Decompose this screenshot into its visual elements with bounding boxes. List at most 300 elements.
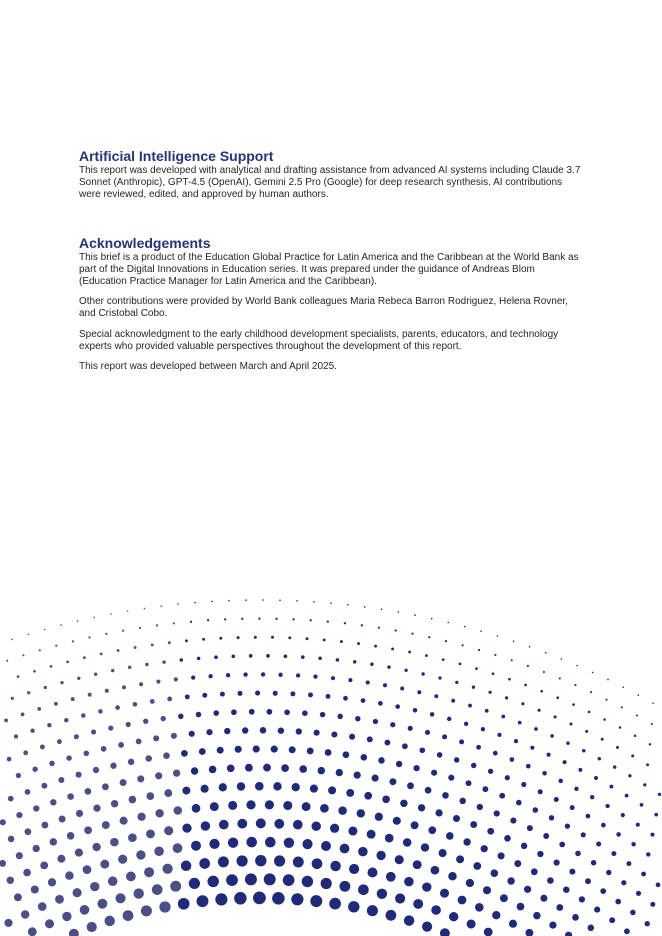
halftone-dot [348,826,357,835]
halftone-dot [431,618,433,620]
halftone-dot [151,643,154,646]
halftone-dot [448,775,454,781]
halftone-dot [253,745,260,752]
halftone-dot [472,686,475,689]
halftone-dot [437,752,443,758]
halftone-dot [554,860,560,866]
halftone-dot [438,676,441,679]
halftone-dot [105,633,107,635]
halftone-dot [31,885,39,893]
halftone-dot [430,712,435,717]
halftone-dot [115,893,125,903]
halftone-dot [408,651,411,654]
acknowledgements-paragraph: Special acknowledgment to the early childhood development specialists, parents, educators, and technology experts who provided valuable perspectives throughout the development of this report. [79,328,559,352]
halftone-dot [529,646,531,648]
halftone-dot [156,624,158,626]
halftone-dot [207,876,218,887]
halftone-dot [62,912,71,921]
halftone-dot [237,782,245,790]
halftone-dot [447,622,449,624]
halftone-dot [586,814,591,819]
halftone-dot [320,804,329,813]
halftone-dot [355,716,360,721]
halftone-dot [273,691,278,696]
halftone-dot [631,754,634,757]
halftone-dot [344,622,346,624]
halftone-dot [22,654,24,656]
halftone-dot [402,743,408,749]
halftone-dot [80,905,90,915]
halftone-dot [115,705,120,710]
halftone-dot [417,690,421,694]
halftone-dot [38,902,47,911]
halftone-dot [228,801,237,810]
halftone-dot [538,709,541,712]
halftone-dot [361,698,366,703]
halftone-dot [234,892,247,905]
halftone-dot [108,726,113,731]
halftone-dot [381,609,383,611]
halftone-dot [48,878,56,886]
halftone-dot [54,702,58,706]
halftone-dot [88,693,92,697]
halftone-dot [23,750,28,755]
halftone-dot [455,681,458,684]
halftone-dot [467,919,476,928]
halftone-dot [258,617,260,619]
halftone-dot [120,817,128,825]
halftone-dot [206,729,212,735]
halftone-dot [292,783,300,791]
halftone-dot [98,709,103,714]
halftone-dot [364,606,366,608]
halftone-dot [634,735,637,738]
halftone-dot [504,835,511,842]
halftone-dot [354,771,361,778]
halftone-dot [329,898,341,910]
halftone-dot [449,912,458,921]
halftone-dot [209,839,219,849]
halftone-dot [646,852,650,856]
halftone-dot [102,821,110,829]
halftone-dot [652,703,654,705]
halftone-dot [453,815,460,822]
halftone-dot [284,709,290,715]
halftone-dot [378,757,384,763]
halftone-dot [11,697,14,700]
halftone-dot [613,765,616,768]
halftone-dot [227,764,235,772]
halftone-dot [128,666,131,669]
halftone-dot [182,823,191,832]
acknowledgements-section [79,235,585,374]
halftone-dot [336,658,340,662]
halftone-dot [163,752,170,759]
halftone-dot [378,627,380,629]
halftone-dot [306,637,309,640]
halftone-dot [463,838,470,845]
halftone-dot [243,672,247,676]
halftone-dot [25,828,32,835]
halftone-dot [137,775,144,782]
halftone-dot [498,852,505,859]
halftone-dot [90,882,99,891]
halftone-dot [425,654,428,657]
halftone-dot [33,670,36,673]
halftone-dot [605,699,607,701]
halftone-dot [428,826,436,834]
halftone-dot [434,694,438,698]
halftone-dot [308,692,313,697]
halftone-dot [404,877,414,887]
halftone-dot [570,805,575,810]
halftone-dot [514,860,521,867]
halftone-dot [543,833,549,839]
halftone-dot [451,699,455,703]
halftone-dot [391,647,394,650]
halftone-dot [592,672,594,674]
halftone-dot [146,792,154,800]
halftone-dot [208,674,212,678]
halftone-dot [626,861,631,866]
halftone-dot [357,642,360,645]
ai-support-section [79,148,585,202]
halftone-dot [126,722,131,727]
halftone-dot [636,823,640,827]
halftone-dot [563,886,569,892]
halftone-dot [25,789,31,795]
halftone-dot [538,789,543,794]
halftone-dot [384,740,390,746]
halftone-dot [110,613,112,615]
halftone-dot [85,788,92,795]
halftone-dot [32,767,37,772]
halftone-dot [111,800,118,807]
halftone-dot [566,741,570,745]
halftone-dot [368,868,378,878]
halftone-dot [558,779,563,784]
halftone-dot [508,678,511,681]
halftone-dot [77,677,80,680]
halftone-dot [173,843,183,853]
halftone-dot [129,796,137,804]
halftone-dot [459,739,464,744]
halftone-dot [594,907,600,913]
halftone-dot [382,796,390,804]
halftone-dot [428,636,430,638]
halftone-dot [440,889,449,898]
halftone-dot [484,928,493,936]
halftone-dot [255,855,266,866]
halftone-dot [505,696,508,699]
halftone-dot [296,728,302,734]
halftone-dot [6,660,8,662]
halftone-dot [510,818,516,824]
halftone-dot [448,872,457,881]
halftone-dot [537,851,543,857]
halftone-dot [302,876,313,887]
halftone-dot [164,789,172,797]
halftone-dot [170,881,181,892]
halftone-dot [220,692,225,697]
halftone-dot [88,636,90,638]
halftone-dot [313,674,317,678]
halftone-dot [598,757,601,760]
halftone-dot [609,785,613,789]
halftone-dot [340,640,343,643]
halftone-dot [87,922,97,932]
halftone-dot [279,599,281,601]
halftone-dot [97,899,107,909]
halftone-dot [8,796,14,802]
halftone-dot [194,602,196,604]
halftone-dot [549,815,554,820]
halftone-dot [478,649,480,651]
halftone-dot [357,809,365,817]
halftone-dot [226,874,238,886]
halftone-dot [264,873,276,885]
halftone-dot [313,730,319,736]
halftone-dot [289,746,296,753]
halftone-dot [224,728,230,734]
halftone-dot [385,834,394,843]
halftone-dot [133,702,138,707]
halftone-dot [246,837,257,848]
halftone-dot [616,746,619,749]
halftone-dot [572,914,579,921]
halftone-dot [93,805,100,812]
halftone-dot [497,733,501,737]
halftone-dot [524,684,527,687]
halftone-dot [262,599,264,601]
halftone-dot [284,654,288,658]
halftone-dot [321,841,331,851]
halftone-dot [44,686,47,689]
halftone-dot [235,746,242,753]
halftone-dot [559,677,561,679]
halftone-dot [76,810,83,817]
halftone-dot [407,782,414,789]
halftone-dot [330,861,340,871]
halftone-dot [431,770,437,776]
halftone-dot [73,888,82,897]
halftone-dot [284,838,294,848]
halftone-dot [161,716,166,721]
halftone-dot [275,618,277,620]
halftone-dot [83,656,86,659]
halftone-dot [189,878,200,889]
halftone-dot [459,663,462,666]
halftone-dot [408,726,413,731]
halftone-dot [556,696,559,699]
halftone-dot [390,722,395,727]
halftone-dot [492,672,495,675]
halftone-dot [281,764,289,772]
halftone-dot [507,877,514,884]
halftone-dot [122,630,124,632]
halftone-dot [72,640,74,642]
halftone-dot [101,746,107,752]
halftone-dot [278,728,284,734]
halftone-dot [231,654,235,658]
halftone-dot [8,836,15,843]
halftone-dot [540,690,543,693]
halftone-dot [540,895,547,902]
halftone-dot [150,699,155,704]
halftone-dot [301,655,305,659]
halftone-dot [413,708,418,713]
halftone-dot [83,865,92,874]
halftone-dot [155,772,162,779]
halftone-dot [395,893,405,903]
halftone-dot [488,769,493,774]
halftone-dot [318,657,322,661]
halftone-dot [585,730,588,733]
halftone-dot [475,667,478,670]
halftone-dot [411,821,419,829]
halftone-dot [476,745,481,750]
halftone-dot [621,813,625,817]
halftone-dot [396,761,402,767]
halftone-dot [162,660,166,664]
halftone-dot [650,902,655,907]
halftone-dot [17,675,20,678]
halftone-dot [393,817,401,825]
halftone-dot [431,866,440,875]
halftone-dot [343,751,350,758]
halftone-dot [293,820,303,830]
halftone-dot [348,901,359,912]
halftone-dot [231,709,237,715]
halftone-dot [481,727,485,731]
halftone-dot [442,658,445,661]
halftone-dot [572,703,575,706]
halftone-dot [607,679,609,681]
halftone-dot [456,855,464,863]
halftone-dot [468,704,472,708]
halftone-dot [211,601,213,603]
halftone-dot [207,619,209,621]
halftone-dot [622,686,624,688]
halftone-dot [387,665,390,668]
halftone-dot [178,714,183,719]
halftone-dot [152,884,163,895]
halftone-dot [641,872,646,877]
halftone-dot [57,855,65,863]
halftone-dot [554,797,559,802]
halftone-dot [338,806,347,815]
halftone-dot [4,719,8,723]
halftone-dot [75,849,83,857]
halftone-dot [260,727,266,733]
halftone-dot [471,763,476,768]
halftone-dot [253,892,266,905]
halftone-dot [16,852,23,859]
halftone-dot [565,932,572,936]
halftone-dot [168,641,171,644]
halftone-dot [383,683,387,687]
halftone-dot [100,653,103,656]
halftone-dot [499,793,505,799]
halftone-dot [245,764,253,772]
halftone-dot [143,719,148,724]
halftone-dot [640,803,644,807]
halftone-dot [237,855,248,866]
halftone-dot [7,757,12,762]
halftone-dot [320,712,326,718]
halftone-dot [185,639,188,642]
halftone-dot [494,654,496,656]
halftone-dot [358,884,369,895]
halftone-dot [156,680,160,684]
acknowledgements-heading: Acknowledgements [79,234,211,251]
halftone-dot [59,815,66,822]
halftone-dot [403,838,412,847]
halftone-dot [144,608,146,610]
halftone-dot [50,799,56,805]
halftone-dot [237,819,247,829]
halftone-dot [590,691,592,693]
halftone-dot [215,893,227,905]
halftone-dot [302,710,308,716]
halftone-dot [49,761,54,766]
halftone-dot [93,617,95,619]
halftone-dot [21,910,29,918]
halftone-dot [621,880,626,885]
halftone-dot [328,786,336,794]
halftone-dot [69,929,79,936]
halftone-dot [375,813,383,821]
halftone-dot [224,618,226,620]
halftone-dot [327,620,329,622]
halftone-dot [274,819,284,829]
halftone-dot [263,764,271,772]
halftone-dot [192,804,201,813]
halftone-dot [601,738,604,741]
halftone-dot [425,787,432,794]
halftone-dot [245,873,257,885]
halftone-dot [491,869,499,877]
halftone-dot [310,895,322,907]
halftone-dot [237,636,240,639]
halftone-dot [0,819,6,825]
halftone-dot [440,928,450,936]
halftone-dot [110,838,119,847]
halftone-dot [219,783,227,791]
halftone-dot [293,857,304,868]
halftone-dot [44,629,46,631]
halftone-dot [395,629,397,631]
halftone-dot [395,704,400,709]
halftone-dot [213,710,219,716]
halftone-dot [411,633,413,635]
halftone-dot [118,742,124,748]
halftone-dot [376,851,385,860]
halftone-dot [330,602,332,604]
halftone-dot [600,888,606,894]
halftone-dot [104,916,114,926]
halftone-dot [40,745,45,750]
halftone-dot [144,867,154,877]
halftone-dot [202,638,205,641]
halftone-dot [531,868,538,875]
halftone-dot [41,822,48,829]
halftone-dot [191,767,198,774]
halftone-dot [521,843,527,849]
halftone-dot [122,685,126,689]
halftone-dot [578,768,582,772]
halftone-dot [654,813,658,817]
